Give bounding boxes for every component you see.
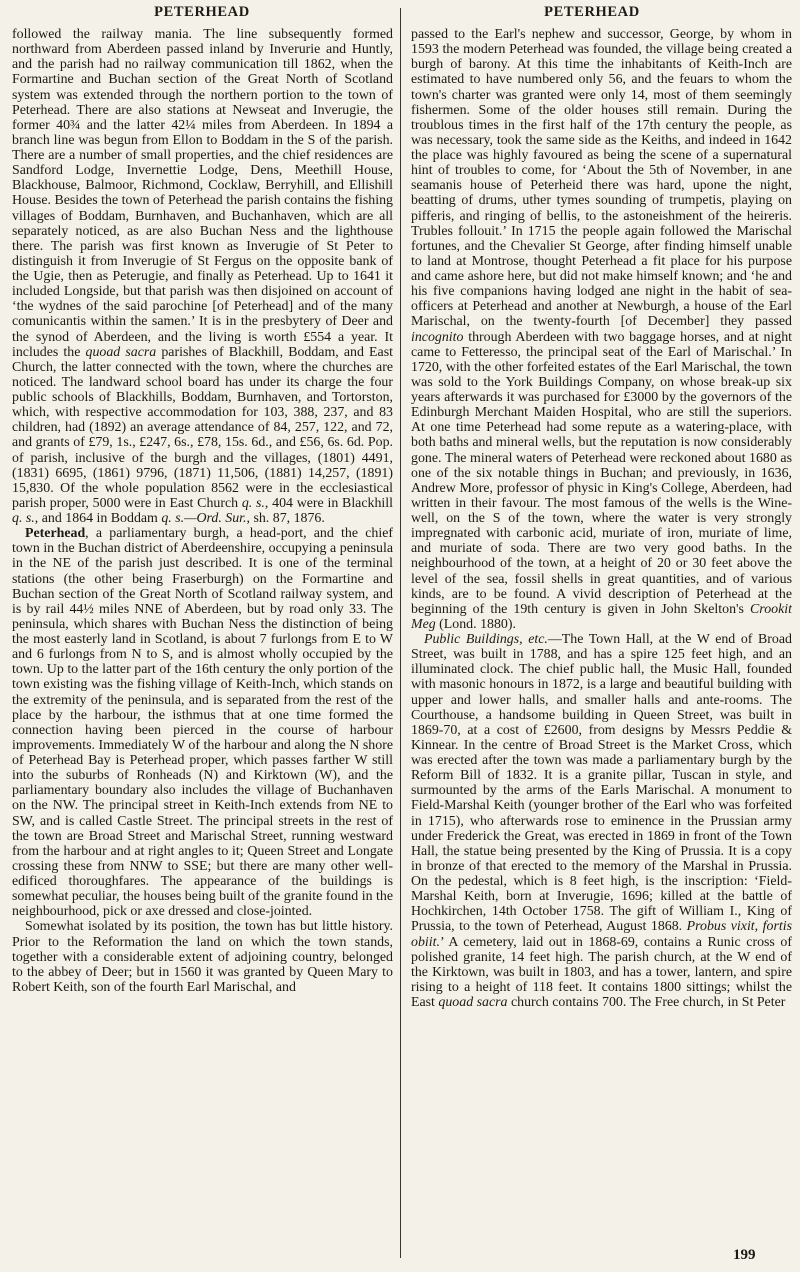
paragraph-history bbox=[12, 919, 393, 995]
text-run: followed the railway mania. The line subsequently formed northward from Aberdeen passed inland by Inverurie and Huntly, and the parish had no railway communication till 1862, when the Formartine and Buchan section of the Great North of Scotland system was extended through the northern portion to the town of Peterhead. There are also stations at Newseat and Inverugie, the former 40¾ and the latter 42¼ miles from Aberdeen. In 1894 a branch line was begun from Ellon to Boddam in the S of the parish. There are a number of small properties, and the chief residences are Sandford Lodge, Invernettie Lodge, Dens, Meethill House, Blackhouse, Balmoor, Richmond, Cocklaw, Berryhill, and Ellishill House. Besides the town of Peterhead the parish contains the fishing villages of Boddam, Burnhaven, and Buchanhaven, which are all separately noticed, as are also Buchan Ness and the lighthouse there. The parish was first known as Inverugie of St Peter to distinguish it from Inverugie of St Fergus on the opposite bank of the Ugie, then as Peterugie, and finally as Peterhead. Up to 1641 it included Longside, but that parish was then disjoined on account of ‘the wydnes of the said parochine [of Peterhead] and of the many comunicantis within the samen.’ It is in the presbytery of Deer and the synod of Aberdeen, and the living is worth £554 a year. It includes the bbox=[12, 27, 393, 360]
running-head-right: PETERHEAD bbox=[544, 4, 640, 20]
page-number: 199 bbox=[733, 1247, 756, 1263]
text-run: church contains 700. The Free church, in St Peter bbox=[510, 995, 786, 1010]
italic-run: q. s.—Ord. Sur. bbox=[161, 511, 247, 526]
italic-run: Crookit Meg bbox=[411, 601, 792, 632]
text-run: , 404 were in Blackhill bbox=[264, 495, 393, 511]
italic-run: Probus vixit, fortis obiit. bbox=[411, 919, 792, 950]
text-run: , sh. 87, 1876. bbox=[246, 511, 325, 526]
text-run: parishes of Blackhill, Boddam, and East Church, the latter connected with the town, where the churches are noticed. The landward school board has under its charge the four public schools of Blackhills, Boddam, Burnhaven, and Tortorston, which, with respective accommodation for 103, 388, 237, and 83 children, had (1892) an average attendance of 84, 257, 122, and 72, and grants of £79, 1s., £247, 6s., £78, 15s. 6d., and £56, 6s. 6d. Pop. of parish, inclusive of the burgh and the villages, (1801) 4491, (1831) 6695, (1861) 9796, (1871) 11,506, (1881) 14,257, (1891) 15,830. Of the whole population 8562 were in the ecclesiastical parish proper, 5000 were in East Church bbox=[12, 344, 393, 511]
running-head-left: PETERHEAD bbox=[154, 4, 250, 20]
paragraph-history-continued bbox=[411, 27, 792, 632]
text-run: ’ A cemetery, laid out in 1868-69, contains a Runic cross of polished granite, 14 feet high. The parish church, at the W end of the Kirktown, was built in 1803, and has a tower, lantern, and spire rising to a height of 118 feet. It contains 1800 sittings; whilst the East bbox=[411, 934, 792, 1010]
paragraph-parish-continued bbox=[12, 27, 393, 526]
right-column bbox=[411, 27, 792, 1249]
paragraph-public-buildings bbox=[411, 632, 792, 1010]
text-run: passed to the Earl's nephew and successor, George, by whom in 1593 the modern Peterhead was founded, the village being created a burgh of barony. At this time the inhabitants of Keith-Inch are estimated to have numbered only 56, and the feuars to whom the town's charter was granted were only 14, most of them seemingly fishermen. Some of the older houses still remain. During the troublous times in the first half of the 17th century the people, as was necessary, took the same side as the Keiths, and indeed in 1642 the place was highly favoured as being the scene of a supernatural hint of troubles to come, for ‘About the 5th of November, in ane seamanis house of Peterheid there was hard, upone the night, beatting of drums, uther tymes sounding of trumpetis, playing on pifferis, and ringing of bellis, to the astoneishment of the heireris. Trubles follouit.’ In 1715 the people again followed the Marischal fortunes, and the Chevalier St George, after finding himself unable to land at Montrose, thought Peterhead a fit place for his purpose and came ashore here, but did not make himself known; and ‘he and his five companions having lodged ane night in the habit of sea-officers at Peterhead and another at Newburgh, a house of the Earl Marischal, on the twenty-fourth [of December] they passed bbox=[411, 27, 792, 330]
text-run: through Aberdeen with two baggage horses, and at night came to Fetteresso, the principal seat of the Earl of Marischal.’ In 1720, with the other forfeited estates of the Earl Marischal, the town was sold to the York Buildings Company, on whose break-up six years afterwards it was purchased for £3000 by the governors of the Edinburgh Merchant Maiden Hospital, who are still the superiors. At one time Peterhead had some repute as a watering-place, with both baths and mineral wells, but the reputation is now considerably gone. The mineral waters of Peterhead were reckoned about 1680 as one of the six notable things in Buchan; and previously, in 1636, Andrew More, professor of physic in King's College, Aberdeen, had written in their favour. The most famous of the wells is the Wine-well, on the S of the town, where the water is very strongly impregnated with carbonic acid, muriate of iron, muriate of lime, and muriate of soda. There are two very good baths. In the neighbourhood of the town, at a height of 20 or 30 feet above the level of the sea, fossil shells in great quantities, and of various kinds, are to be found. A vivid description of Peterhead at the beginning of the 19th century is given in John Skelton's bbox=[411, 329, 792, 617]
italic-run: quoad sacra bbox=[438, 995, 508, 1010]
text-run: , a parliamentary burgh, a head-port, and the chief town in the Buchan district of Aberdeenshire, occupying a peninsula in the NE of the parish just described. It is one of the terminal stations (the other being Fraserburgh) on the Formartine and Buchan section of the Great North of Scotland railway system, and is by rail 44½ miles NNE of Aberdeen, but by road only 33. The peninsula, which shares with Buchan Ness the distinction of being the most easterly land in Scotland, is about 7 furlongs from E to W and 6 furlongs from N to S, and is almost wholly occupied by the town. Up to the latter part of the 16th century the only portion of the town existing was the fishing village of Keith-Inch, which stands on the extremity of the peninsula, and is separated from the rest of the place by the harbour, the isthmus that at one time formed the connection having been pierced in the course of harbour improvements. Immediately W of the harbour and along the N shore of Peterhead Bay is Peterhead proper, which passes farther W still into the suburbs of Ronheads (N) and Kirktown (W), and the parliamentary boundary also includes the village of Buchanhaven on the NW. The principal street in Keith-Inch extends from NE to SW, and is called Castle Street. The principal streets in the rest of the town are Broad Street and Marischal Street, running westward from the harbour and at right angles to it; Queen Street and Longate crossing these from NNW to SSE; but there are many other well-edificed thoroughfares. The appearance of the buildings is somewhat peculiar, the houses being built of the granite found in the neighbourhood, pick or axe dressed and close-jointed. bbox=[12, 526, 393, 920]
italic-run: incognito bbox=[411, 329, 464, 345]
text-run: (Lond. 1880). bbox=[439, 616, 516, 632]
text-run: Somewhat isolated by its position, the town has but little history. Prior to the Reformation the land on which the town stands, together with a considerable extent of adjoining country, belonged to the abbey of Deer; but in 1560 it was granted by Queen Mary to Robert Keith, son of the fourth Earl Marischal, and bbox=[12, 919, 393, 995]
text-run: —The Town Hall, at the W end of Broad Street, was built in 1788, and has a spire 125 feet high, and an illuminated clock. The chief public hall, the Music Hall, founded with masonic honours in 1872, is a large and beautiful building with upper and lower halls, and smaller halls and ante-rooms. The Courthouse, a handsome building in Queen Street, was built in 1869-70, at a cost of £2600, from designs by Messrs Peddie & Kinnear. In the centre of Broad Street is the Market Cross, which was erected after the town was made a parliamentary burgh by the Reform Bill of 1832. It is a granite pillar, Tuscan in style, and surmounted by the arms of the Earls Marischal. A monument to Field-Marshal Keith (younger brother of the Earl who was forfeited in 1715), who afterwards rose to eminence in the Prussian army under Frederick the Great, was erected in 1869 in front of the Town Hall, the statue being presented by the King of Prussia. It is a copy in bronze of that erected to the memory of the Marshal in Prussia. On the pedestal, which is 8 feet high, is the inscription: ‘Field-Marshal Keith, born at Inverugie, 1696; killed at the battle of Hochkirchen, 14th October 1758. The gift of William I., King of Prussia, to the town of Peterhead, August 1868. bbox=[411, 632, 792, 935]
entry-headword: Peterhead bbox=[25, 526, 86, 542]
section-lead: Public Buildings, etc. bbox=[424, 632, 548, 647]
italic-run: q. s. bbox=[12, 511, 35, 526]
italic-run: q. s. bbox=[241, 495, 265, 511]
left-column bbox=[12, 27, 393, 1249]
italic-run: quoad sacra bbox=[85, 344, 157, 360]
text-run: , and 1864 in Boddam bbox=[34, 511, 158, 526]
paragraph-burgh-entry bbox=[12, 526, 393, 919]
column-divider bbox=[400, 8, 401, 1258]
